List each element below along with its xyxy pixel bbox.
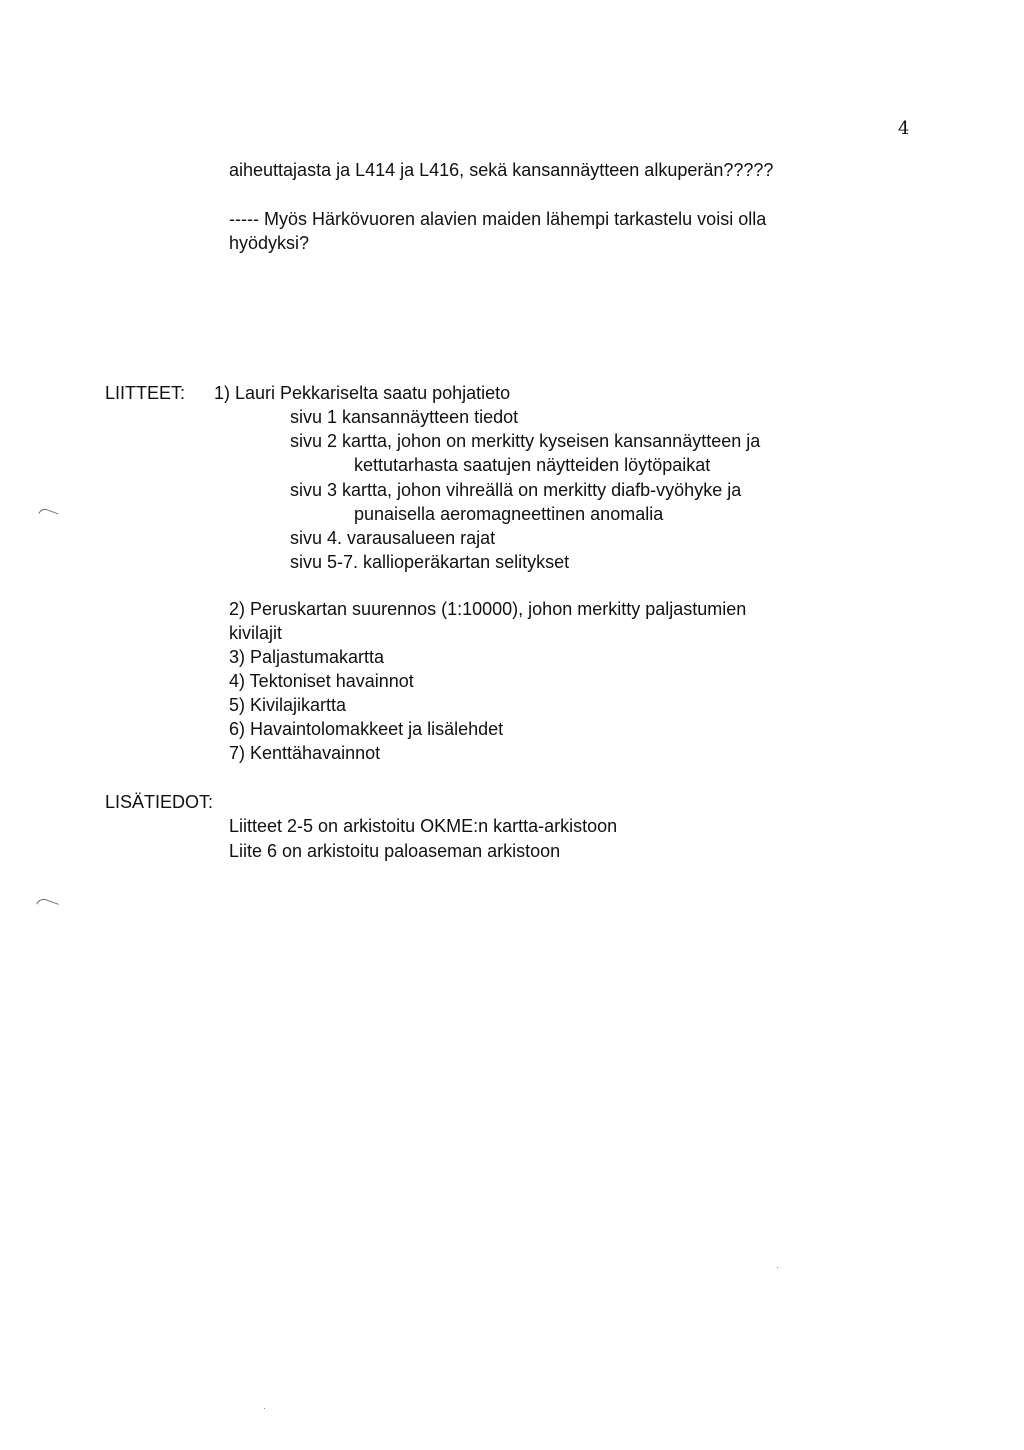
liite-7: 7) Kenttähavainnot <box>229 743 381 763</box>
liite-6: 6) Havaintolomakkeet ja lisälehdet <box>229 719 504 739</box>
liite-1-sivu-4: sivu 4. varausalueen rajat <box>290 528 496 548</box>
liite-1-sivu-3: sivu 3 kartta, johon vihreällä on merkitty diafb-vyöhyke ja <box>290 480 742 500</box>
liite-1: 1) Lauri Pekkariselta saatu pohjatieto <box>214 383 511 403</box>
liite-4: 4) Tektoniset havainnot <box>229 671 414 691</box>
liite-3: 3) Paljastumakartta <box>229 647 385 667</box>
text-line-top-3: hyödyksi? <box>229 233 310 253</box>
scan-speck <box>777 1267 778 1268</box>
scan-speck <box>264 1408 265 1409</box>
lisatiedot-label: LISÄTIEDOT: <box>105 792 214 812</box>
liite-2: 2) Peruskartan suurennos (1:10000), johon merkitty paljastumien <box>229 599 747 619</box>
text-line-top-2: ----- Myös Härkövuoren alavien maiden lähempi tarkastelu voisi olla <box>229 209 767 229</box>
liite-1-sivu-1: sivu 1 kansannäytteen tiedot <box>290 407 519 427</box>
page-number: 4 <box>898 118 910 139</box>
liite-1-sivu-2-cont: kettutarhasta saatujen näytteiden löytöpaikat <box>354 455 711 475</box>
liite-2-cont: kivilajit <box>229 623 283 643</box>
liite-1-sivu-3-cont: punaisella aeromagneettinen anomalia <box>354 504 664 524</box>
lisatiedot-line-1: Liitteet 2-5 on arkistoitu OKME:n kartta-arkistoon <box>229 816 618 836</box>
liitteet-label: LIITTEET: <box>105 383 186 403</box>
liite-1-sivu-2: sivu 2 kartta, johon on merkitty kyseisen kansannäytteen ja <box>290 431 761 451</box>
scan-mark <box>36 897 58 912</box>
lisatiedot-line-2: Liite 6 on arkistoitu paloaseman arkistoon <box>229 841 561 861</box>
liite-5: 5) Kivilajikartta <box>229 695 347 715</box>
liite-1-sivu-5-7: sivu 5-7. kallioperäkartan selitykset <box>290 552 570 572</box>
text-line-top-1: aiheuttajasta ja L414 ja L416, sekä kansannäytteen alkuperän????? <box>229 160 774 180</box>
scan-mark <box>38 507 58 520</box>
